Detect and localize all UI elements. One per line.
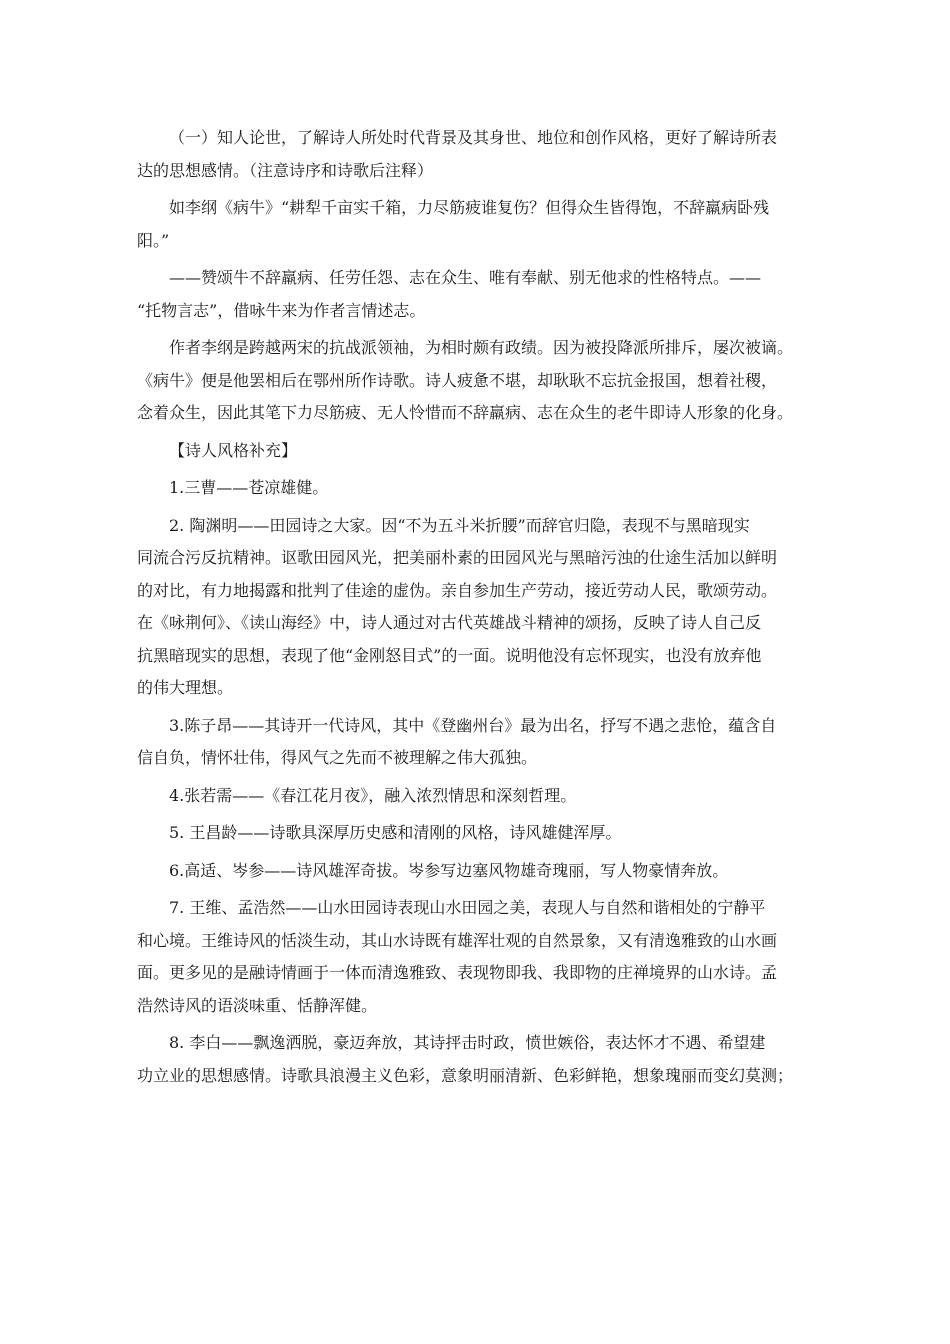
list-item: [137, 892, 823, 1022]
text-line: 5. 王昌龄——诗歌具深厚历史感和清刚的风格，诗风雄健浑厚。: [169, 823, 622, 842]
text-line: 功立业的思想感情。诗歌具浪漫主义色彩，意象明丽清新、色彩鲜艳，想象瑰丽而变幻莫测；: [137, 1065, 794, 1085]
text-line: 和心境。王维诗风的恬淡生动，其山水诗既有雄浑壮观的自然景象，又有清逸雅致的山水画: [137, 930, 778, 950]
text-line: （一）知人论世，了解诗人所处时代背景及其身世、地位和创作风格，更好了解诗所表: [169, 128, 778, 147]
text-line: 达的思想感情。（注意诗序和诗歌后注释）: [137, 160, 434, 180]
list-item: [137, 472, 823, 505]
list-item: [137, 780, 823, 813]
text-line: 2. 陶渊明——田园诗之大家。因“不为五斗米折腰”而辞官归隐，表现不与黑暗现实: [169, 515, 750, 535]
text-line: 阳。”: [137, 230, 170, 250]
text-line: 念着众生，因此其笔下力尽筋疲、无人怜惜而不辞羸病、志在众生的老牛即诗人形象的化身。: [137, 403, 794, 422]
text-line: 的伟大理想。: [137, 678, 234, 697]
text-line: 同流合污反抗精神。讴歌田园风光，把美丽朴素的田园风光与黑暗污浊的仕途生活加以鲜明: [137, 548, 778, 567]
list-item: [137, 855, 823, 888]
paragraph-example: [137, 192, 823, 257]
text-line: 面。更多见的是融诗情画于一体而清逸雅致、表现物即我、我即物的庄禅境界的山水诗。孟: [137, 963, 778, 982]
text-line: 在《咏荆何》、《读山海经》中，诗人通过对古代英雄战斗精神的颂扬，反映了诗人自己反: [137, 613, 762, 632]
document-body: [137, 122, 823, 1097]
text-line: 的对比，有力地揭露和批判了佳途的虚伪。亲自参加生产劳动，接近劳动人民，歌颂劳动。: [137, 580, 778, 600]
text-line: 1.三曹——苍凉雄健。: [169, 478, 329, 497]
text-line: 浩然诗风的语淡味重、恬静浑健。: [137, 995, 378, 1015]
text-line: 抗黑暗现实的思想，表现了他“金刚怒目式”的一面。说明他没有忘怀现实，也没有放弃他: [137, 645, 762, 665]
text-line: 8. 李白——飘逸洒脱，豪迈奔放，其诗抨击时政，愤世嫉俗，表达怀才不遇、希望建: [169, 1033, 766, 1052]
text-line: ——赞颂牛不辞羸病、任劳任怨、志在众生、唯有奉献、别无他求的性格特点。——: [169, 268, 762, 287]
text-line: 《病牛》便是他罢相后在鄂州所作诗歌。诗人疲惫不堪，却耿耿不忘抗金报国，想着社稷，: [137, 370, 778, 390]
list-item: [137, 510, 823, 705]
text-line: “托物言志”，借咏牛来为作者言情述志。: [137, 300, 426, 320]
list-item: [137, 1027, 823, 1092]
text-line: 作者李纲是跨越两宋的抗战派领袖，为相时颇有政绩。因为被投降派所排斥，屡次被谪。: [169, 338, 794, 357]
text-line: 4.张若需——《春江花月夜》，融入浓烈情思和深刻哲理。: [169, 785, 577, 805]
list-item: [137, 817, 823, 850]
paragraph-author: [137, 332, 823, 430]
text-line: 如李纲《病牛》“耕犁千亩实千箱，力尽筋疲谁复伤？但得众生皆得饱，不辞羸病卧残: [169, 198, 770, 217]
section-heading: [137, 435, 823, 468]
paragraph-intro: [137, 122, 823, 187]
text-line: 信自负，情怀壮伟，得风气之先而不被理解之伟大孤独。: [137, 748, 538, 767]
text-line: 7. 王维、孟浩然——山水田园诗表现山水田园之美，表现人与自然和谐相处的宁静平: [169, 898, 766, 917]
text-line: 6.高适、岑参——诗风雄浑奇拔。岑参写边塞风物雄奇瑰丽，写人物豪情奔放。: [169, 860, 729, 880]
paragraph-analysis: [137, 262, 823, 327]
text-line: 3.陈子昂——其诗开一代诗风，其中《登幽州台》最为出名，抒写不遇之悲怆，蕴含自: [169, 715, 777, 735]
text-line: 【诗人风格补充】: [169, 440, 298, 460]
list-item: [137, 710, 823, 775]
